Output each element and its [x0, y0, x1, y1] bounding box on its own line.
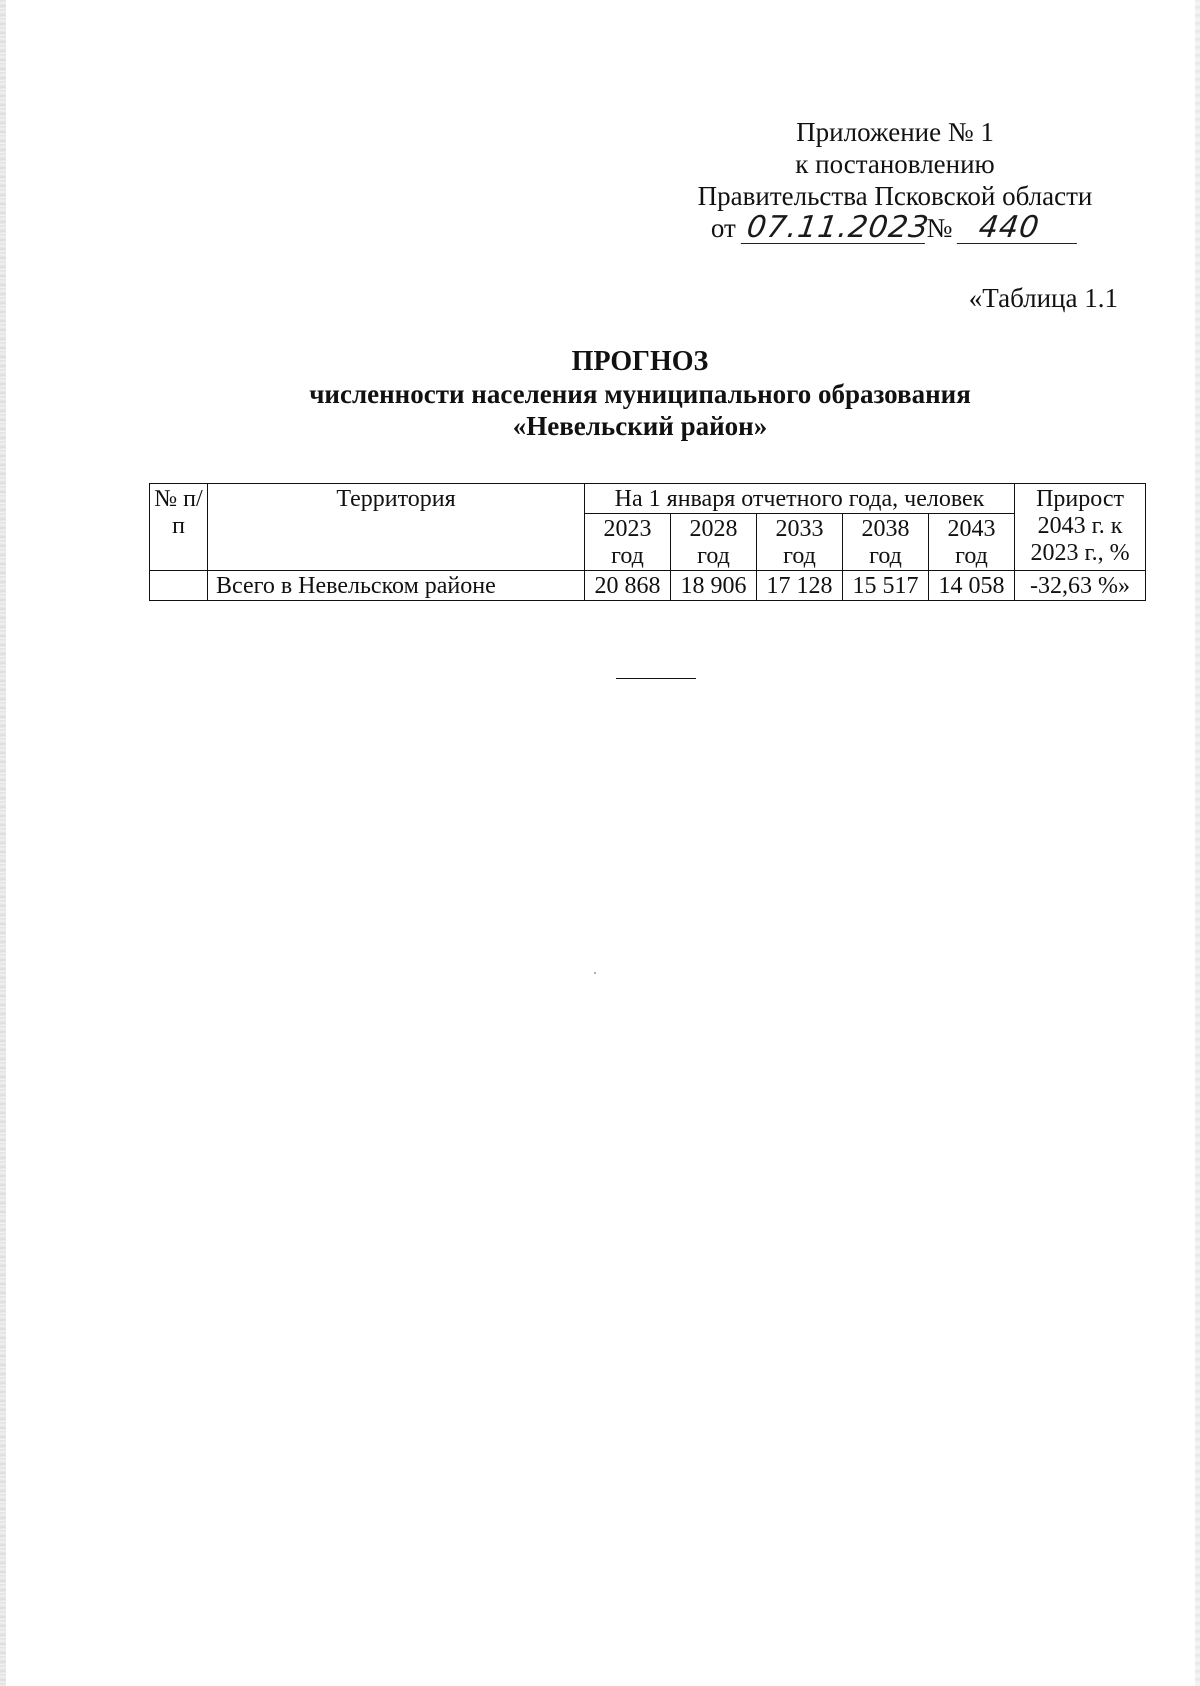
year-unit: год	[869, 543, 902, 569]
title-line-2: численности населения муниципального образования	[309, 379, 971, 409]
value-2028: 18 906	[671, 571, 757, 601]
approval-block	[660, 116, 1130, 244]
row-territory: Всего в Невельском районе	[208, 571, 585, 601]
handwritten-date: 07.11.2023	[740, 213, 928, 244]
value-2043: 14 058	[929, 571, 1015, 601]
header-number: № п/п	[150, 484, 208, 571]
handwritten-number: 440	[957, 213, 1081, 244]
end-divider	[616, 678, 696, 679]
row-number	[150, 571, 208, 601]
table-header	[150, 484, 1146, 571]
year-unit: год	[783, 543, 816, 569]
header-year-2038	[843, 514, 929, 571]
resolution-label: к постановлению	[795, 149, 995, 179]
year-label: 2033	[775, 516, 824, 542]
scan-edge-left	[0, 0, 6, 1686]
scan-speck	[594, 972, 596, 974]
year-label: 2038	[861, 516, 910, 542]
header-year-2033	[757, 514, 843, 571]
header-year-2043	[929, 514, 1015, 571]
header-year-2028	[671, 514, 757, 571]
value-2033: 17 128	[757, 571, 843, 601]
scan-edge-right	[1195, 0, 1200, 1686]
year-unit: год	[697, 543, 730, 569]
appendix-label: Приложение № 1	[796, 117, 994, 147]
year-unit: год	[955, 543, 988, 569]
header-growth: Прирост 2043 г. к 2023 г., %	[1015, 484, 1146, 571]
from-label: от	[710, 213, 736, 243]
number-label: №	[926, 213, 953, 243]
value-2023: 20 868	[585, 571, 671, 601]
table-reference: «Таблица 1.1	[968, 283, 1118, 313]
year-label: 2023	[603, 516, 652, 542]
title-heading: ПРОГНОЗ	[571, 346, 709, 377]
value-growth: -32,63 %»	[1015, 571, 1146, 601]
year-label: 2043	[947, 516, 996, 542]
year-unit: год	[611, 543, 644, 569]
table-row	[150, 571, 1146, 601]
date-number-line	[660, 212, 1130, 244]
forecast-table	[149, 483, 1146, 601]
table-body	[150, 571, 1146, 601]
document-title	[150, 346, 1130, 442]
title-line-3: «Невельский район»	[512, 411, 768, 441]
government-label: Правительства Псковской области	[697, 181, 1093, 211]
year-label: 2028	[689, 516, 738, 542]
header-territory: Территория	[208, 484, 585, 571]
header-year-2023	[585, 514, 671, 571]
value-2038: 15 517	[843, 571, 929, 601]
header-year-group: На 1 января отчетного года, человек	[585, 484, 1015, 514]
